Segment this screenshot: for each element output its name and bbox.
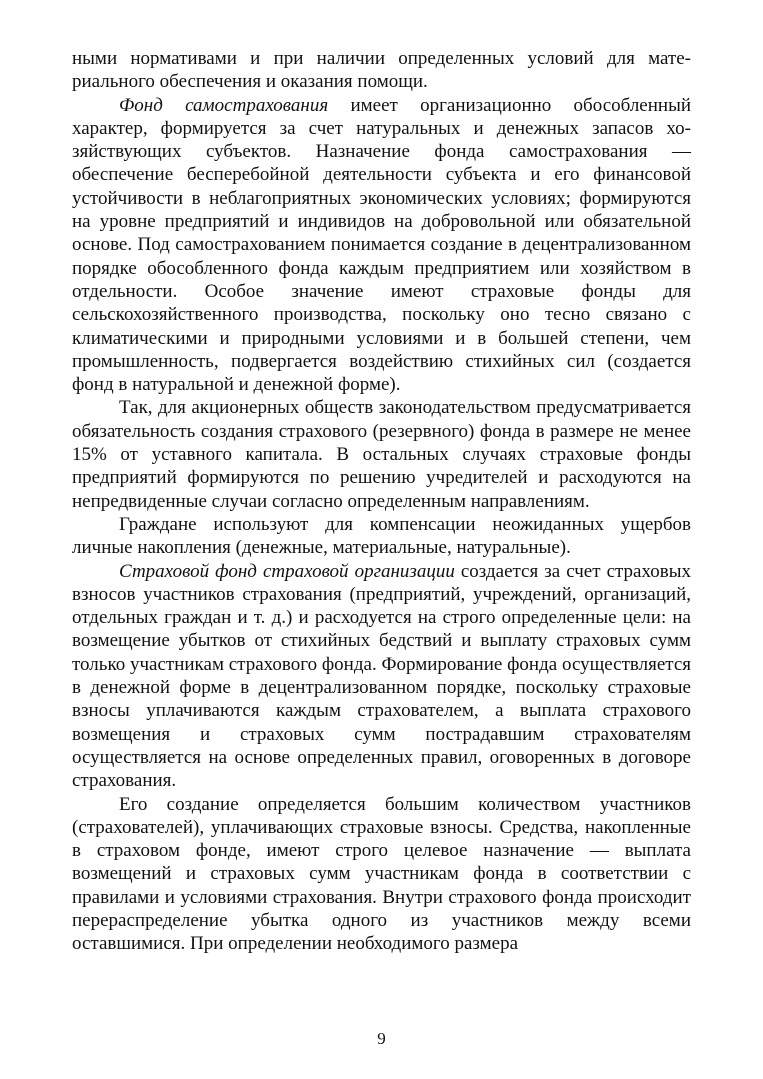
- page-number: 9: [377, 1029, 386, 1048]
- term-self-insurance-fund: Фонд самострахования: [119, 94, 329, 116]
- paragraph-text: Его создание определяется большим количеством участников (страхователей), уплачивающих страховые взносы. Средства, накопленные в страховом фонде, имеют строго целевое назначение — выплата возмещений и страховых сумм участникам фонда в соответствии с правилами и условиями страхования. Внутри страхового фонда происходит перераспределение убытка одного из участников между всеми оставшимися. При определении необходимого размера: [72, 793, 691, 955]
- paragraph-joint-stock-companies: [72, 396, 691, 512]
- paragraph-self-insurance-fund: [72, 94, 691, 397]
- paragraph-text: Так, для акционерных обществ законодательством предусматривается обязательность создания страхового (резервного) фонда в размере не менее 15% от уставного капитала. В остальных случаях страховые фонды предприятий формируются по решению учредителей и расходуются на непредвиденные случаи согласно определенным направлениям.: [72, 397, 691, 512]
- document-page: [72, 47, 691, 956]
- term-insurance-company-fund: Страховой фонд страховой организации: [119, 560, 455, 582]
- paragraph-text: создается за счет страховых взносов участников страхования (предприятий, учреждений, организаций, отдельных граждан и т. д.) и расходуется на строго определенные цели: на возмещение убытков от стихийных бедствий и выплату страховых сумм только участникам страхового фонда. Формирование фонда осуществляется в денежной форме в децентрализованном порядке, поскольку страховые взносы уплачиваются каждым страхователем, а выплата страхового возмещения и страховых сумм пострадавшим страхователям осуществляется на основе определенных правил, оговоренных в договоре страхования.: [72, 560, 691, 792]
- paragraph-citizens: [72, 513, 691, 560]
- paragraph-insurance-company-fund: [72, 560, 691, 793]
- paragraph-continuation: [72, 47, 691, 94]
- paragraph-text: имеет организационно обособленный характер, формируется за счет натуральных и денежных запасов хозяйствующих субъектов. Назначение фонда самострахования — обеспечение бесперебойной деятельности субъекта и его финансовой устойчивости в неблагоприятных экономических условиях; формируются на уровне предприятий и индивидов на добровольной или обязательной основе. Под самострахованием понимается создание в децентрализованном порядке обособленного фонда каждым предприятием или хозяйством в отдельности. Особое значение имеют страховые фонды для сельскохозяйственного производства, поскольку оно тесно связано с климатическими и природными условиями и в большей степени, чем промышленность, подвергается воздействию стихийных сил (создается фонд в натуральной и денежной форме).: [72, 94, 692, 396]
- paragraph-text: ными нормативами и при наличии определенных условий для материального обеспечения и оказания помощи.: [72, 48, 691, 93]
- paragraph-text: Граждане используют для компенсации неожиданных ущербов личные накопления (денежные, материальные, натуральные).: [72, 513, 691, 559]
- paragraph-fund-creation: [72, 793, 691, 956]
